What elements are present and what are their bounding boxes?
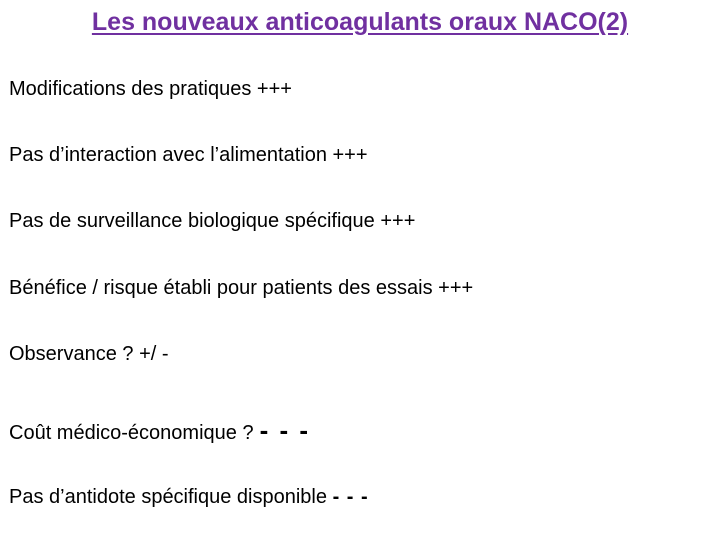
bullet-text: Coût médico-économique ? <box>9 422 254 444</box>
bullet-text: Bénéfice / risque établi pour patients des essais +++ <box>9 277 474 299</box>
slide-title: Les nouveaux anticoagulants oraux NACO(2) <box>91 8 629 36</box>
bullet-cout <box>9 415 311 445</box>
bullet-interaction <box>9 143 368 167</box>
bullet-text: Pas de surveillance biologique spécifique +++ <box>9 210 416 232</box>
bullet-text: Pas d’interaction avec l’alimentation +++ <box>9 144 368 166</box>
bullet-observance <box>9 342 169 366</box>
bullet-surveillance <box>9 209 415 233</box>
bullet-modifications <box>9 77 292 101</box>
bullet-text: Modifications des pratiques +++ <box>9 78 292 100</box>
bullet-text: Observance ? +/ - <box>9 343 169 365</box>
negative-dashes: - - - <box>259 415 311 445</box>
bullet-benefice-risque <box>9 276 473 300</box>
bullet-text: Pas d’antidote spécifique disponible <box>9 486 327 508</box>
negative-dashes: - - - <box>332 486 369 508</box>
bullet-antidote <box>9 485 369 509</box>
